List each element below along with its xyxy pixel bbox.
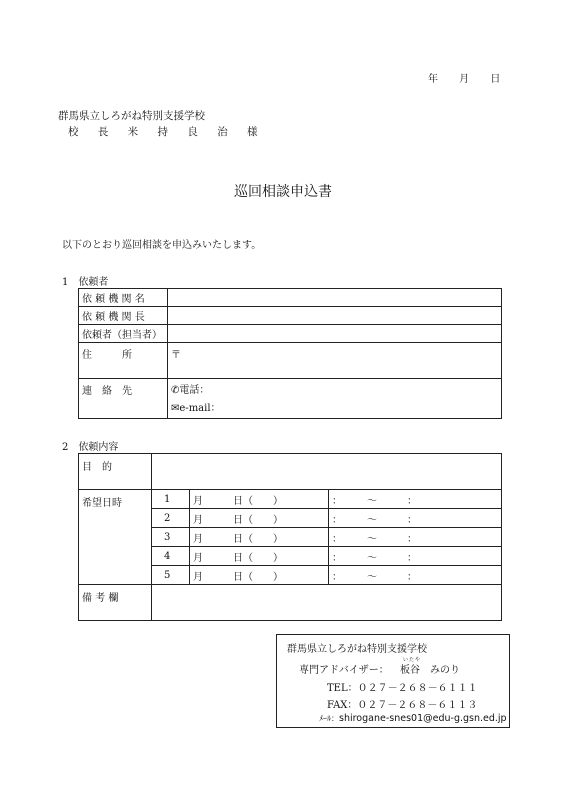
agency-name-label: 依 頼 機 関 名 — [79, 289, 168, 307]
table-row — [79, 325, 502, 343]
email-label: e-mail： — [179, 403, 221, 414]
requester-table — [78, 288, 502, 419]
table-row — [79, 490, 502, 509]
schedule-time[interactable]: ： 〜 ： — [329, 490, 502, 509]
notes-label: 備 考 欄 — [79, 585, 152, 621]
schedule-label: 希望日時 — [79, 490, 152, 585]
request-content-table — [78, 453, 502, 621]
contact-field[interactable] — [168, 379, 502, 419]
schedule-num: 4 — [152, 547, 190, 566]
section2-heading: 2 依頼内容 — [62, 442, 119, 453]
schedule-num: 2 — [152, 509, 190, 528]
mail-label: ﾒｰﾙ： — [319, 714, 339, 723]
advisor-line — [299, 657, 460, 676]
recipient-title: 校 長 米 持 良 治 様 — [68, 126, 266, 138]
schedule-date[interactable]: 月 日（ ） — [190, 509, 329, 528]
table-row — [79, 343, 502, 379]
schedule-date[interactable]: 月 日（ ） — [190, 528, 329, 547]
notes-field[interactable] — [152, 585, 502, 621]
document-title: 巡回相談申込書 — [234, 184, 332, 200]
mail-icon: ✉ — [171, 403, 180, 414]
phone-icon: ✆ — [171, 385, 180, 396]
agency-name-field[interactable] — [168, 289, 502, 307]
contact-tel: TEL：０２７－２６８－６１１１ — [327, 683, 478, 694]
table-row — [79, 585, 502, 621]
contact-school: 群馬県立しろがね特別支援学校 — [287, 644, 427, 655]
schedule-num: 1 — [152, 490, 190, 509]
address-field[interactable]: 〒 — [168, 343, 502, 379]
agency-head-field[interactable] — [168, 307, 502, 325]
intro-text: 以下のとおり巡回相談を申込みいたします。 — [62, 240, 262, 251]
address-label: 住 所 — [79, 343, 168, 379]
contact-label: 連 絡 先 — [79, 379, 168, 419]
advisor-name: 板谷 みのり — [400, 665, 460, 676]
contact-fax: FAX：０２７－２６８－６１１３ — [327, 700, 478, 711]
schedule-time[interactable]: ： 〜 ： — [329, 528, 502, 547]
requester-field[interactable] — [168, 325, 502, 343]
mail-line — [319, 713, 507, 724]
schedule-time[interactable]: ： 〜 ： — [329, 509, 502, 528]
recipient-school: 群馬県立しろがね特別支援学校 — [58, 110, 205, 122]
schedule-date[interactable]: 月 日（ ） — [190, 490, 329, 509]
section1-heading: 1 依頼者 — [62, 277, 109, 288]
schedule-num: 5 — [152, 566, 190, 585]
advisor-label: 専門アドバイザー： — [299, 665, 389, 676]
table-row — [79, 454, 502, 490]
schedule-time[interactable]: ： 〜 ： — [329, 566, 502, 585]
advisor-name-wrap — [400, 657, 460, 676]
contact-mail[interactable]: shirogane-snes01@edu-g.gsn.ed.jp — [339, 713, 507, 724]
schedule-time[interactable]: ： 〜 ： — [329, 547, 502, 566]
contact-box — [276, 634, 510, 728]
table-row — [79, 307, 502, 325]
purpose-field[interactable] — [152, 454, 502, 490]
date-line: 年 月 日 — [428, 74, 501, 85]
table-row — [79, 289, 502, 307]
schedule-date[interactable]: 月 日（ ） — [190, 547, 329, 566]
requester-label: 依頼者（担当者） — [79, 325, 168, 343]
phone-label: 電話： — [179, 385, 210, 396]
schedule-num: 3 — [152, 528, 190, 547]
purpose-label: 目 的 — [79, 454, 152, 490]
agency-head-label: 依 頼 機 関 長 — [79, 307, 168, 325]
schedule-date[interactable]: 月 日（ ） — [190, 566, 329, 585]
advisor-ruby: いたや — [403, 657, 422, 663]
table-row — [79, 379, 502, 419]
